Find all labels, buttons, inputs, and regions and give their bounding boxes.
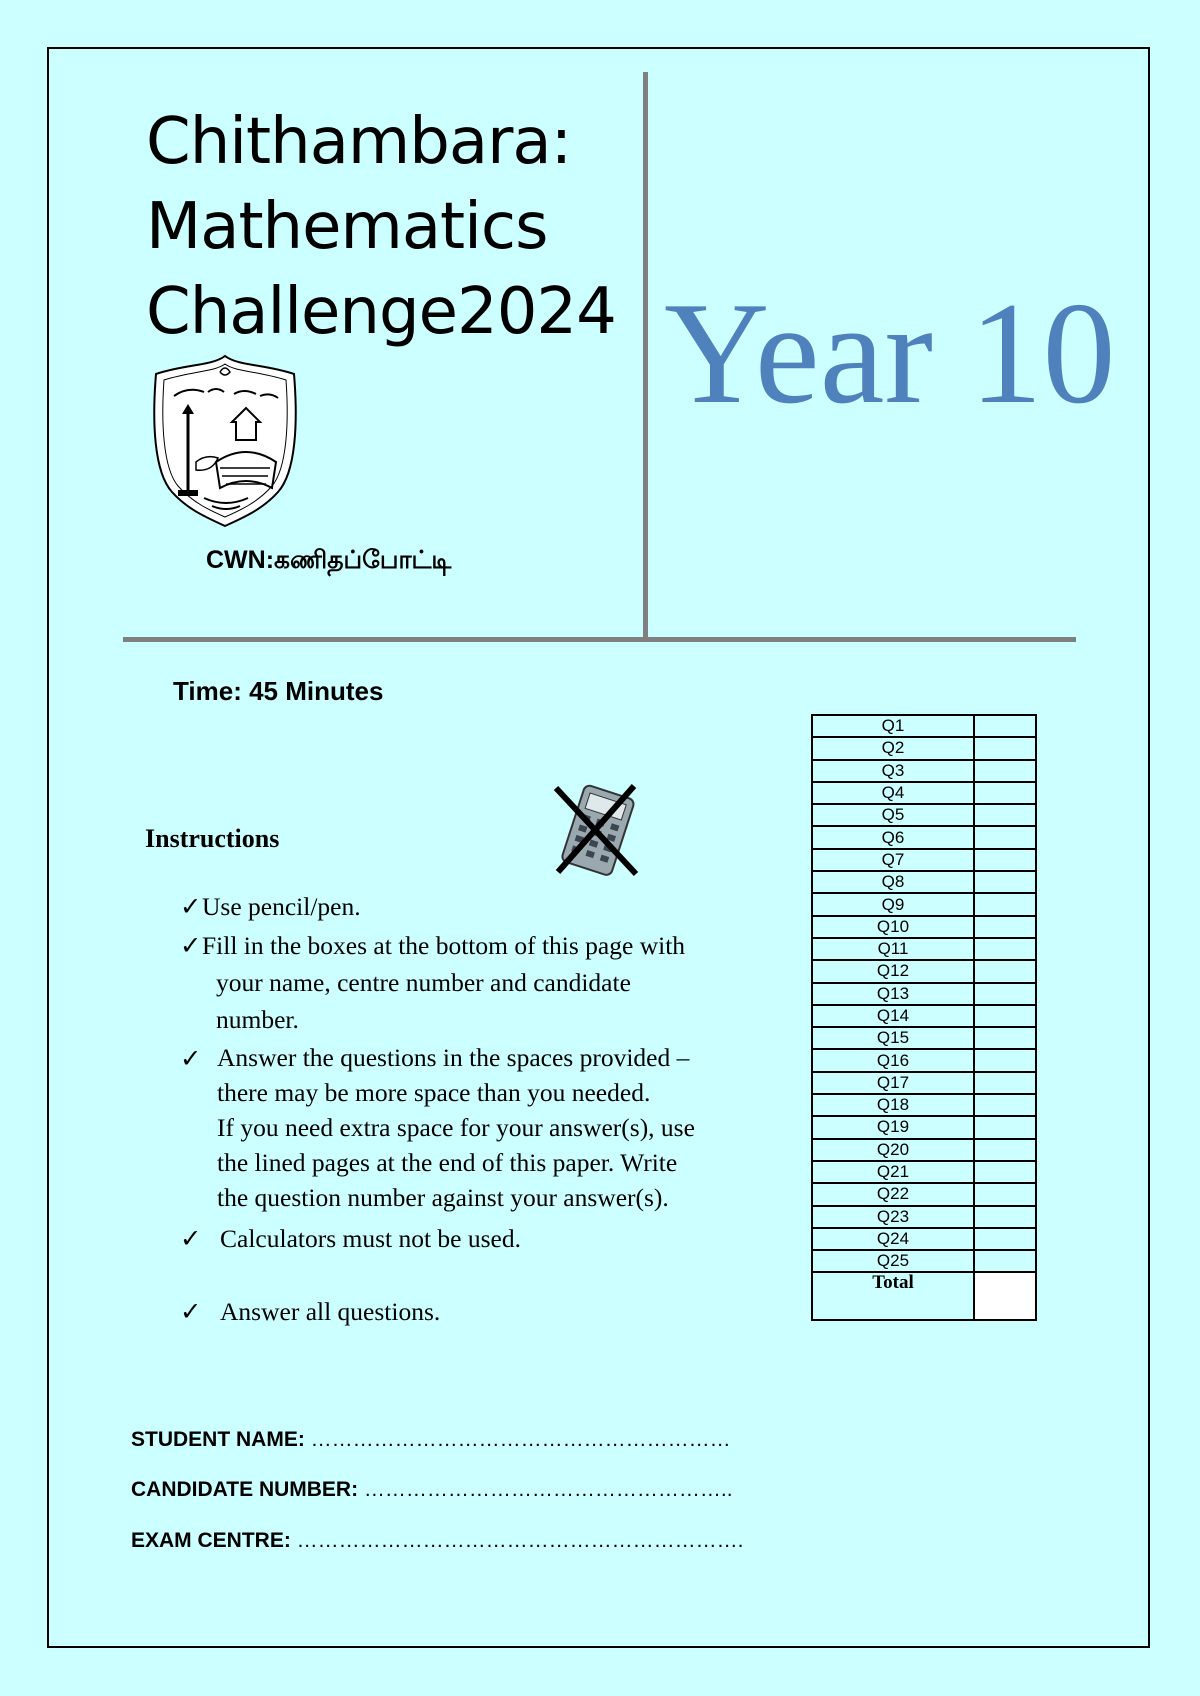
score-row <box>812 1250 1036 1272</box>
score-box[interactable] <box>974 1139 1036 1161</box>
score-box[interactable] <box>974 737 1036 759</box>
score-row <box>812 849 1036 871</box>
score-box[interactable] <box>974 1206 1036 1228</box>
question-number: Q4 <box>812 782 974 804</box>
question-number: Q11 <box>812 938 974 960</box>
score-box[interactable] <box>974 1228 1036 1250</box>
score-row <box>812 1049 1036 1071</box>
question-number: Q15 <box>812 1027 974 1049</box>
score-box[interactable] <box>974 1072 1036 1094</box>
exam-centre-field[interactable]: EXAM CENTRE: ………………………………………………………. <box>131 1529 744 1552</box>
score-box[interactable] <box>974 1116 1036 1138</box>
question-number: Q18 <box>812 1094 974 1116</box>
score-row <box>812 760 1036 782</box>
question-number: Q5 <box>812 804 974 826</box>
question-number: Q3 <box>812 760 974 782</box>
question-number: Q2 <box>812 737 974 759</box>
vertical-divider <box>643 72 648 640</box>
question-number: Q20 <box>812 1139 974 1161</box>
score-box[interactable] <box>974 715 1036 737</box>
total-label: Total <box>812 1272 974 1320</box>
question-number: Q7 <box>812 849 974 871</box>
score-box[interactable] <box>974 826 1036 848</box>
score-row <box>812 826 1036 848</box>
question-number: Q23 <box>812 1206 974 1228</box>
score-box[interactable] <box>974 1161 1036 1183</box>
score-row <box>812 1161 1036 1183</box>
question-number: Q17 <box>812 1072 974 1094</box>
score-box[interactable] <box>974 760 1036 782</box>
student-name-field[interactable]: STUDENT NAME: …………………………………………………… <box>131 1428 731 1451</box>
question-number: Q12 <box>812 960 974 982</box>
title-line-3: Challenge2024 <box>146 275 616 349</box>
question-number: Q14 <box>812 1005 974 1027</box>
horizontal-divider <box>123 637 1076 642</box>
score-box[interactable] <box>974 960 1036 982</box>
title-line-1: Chithambara: <box>146 105 572 179</box>
score-row <box>812 960 1036 982</box>
score-row <box>812 737 1036 759</box>
no-calculator-icon <box>550 782 644 878</box>
title-line-2: Mathematics <box>146 190 548 264</box>
total-row <box>812 1272 1036 1320</box>
score-box[interactable] <box>974 938 1036 960</box>
total-score-box[interactable] <box>974 1272 1036 1320</box>
check-icon: ✓ <box>180 931 202 960</box>
check-icon: ✓ <box>180 892 202 921</box>
score-row <box>812 1116 1036 1138</box>
score-box[interactable] <box>974 916 1036 938</box>
question-number: Q9 <box>812 893 974 915</box>
score-box[interactable] <box>974 983 1036 1005</box>
question-number: Q24 <box>812 1228 974 1250</box>
score-box[interactable] <box>974 1094 1036 1116</box>
score-box[interactable] <box>974 804 1036 826</box>
check-icon: ✓ <box>180 1297 202 1326</box>
check-icon: ✓ <box>180 1224 202 1253</box>
question-number: Q10 <box>812 916 974 938</box>
time-allowed: Time: 45 Minutes <box>173 676 384 706</box>
score-row <box>812 1183 1036 1205</box>
year-label: Year 10 <box>664 272 1116 434</box>
question-number: Q8 <box>812 871 974 893</box>
score-row <box>812 1094 1036 1116</box>
score-box[interactable] <box>974 849 1036 871</box>
score-box[interactable] <box>974 1183 1036 1205</box>
score-row <box>812 1072 1036 1094</box>
score-row <box>812 871 1036 893</box>
instructions-heading: Instructions <box>145 824 280 853</box>
score-box[interactable] <box>974 782 1036 804</box>
score-box[interactable] <box>974 1027 1036 1049</box>
score-row <box>812 1139 1036 1161</box>
score-row <box>812 1005 1036 1027</box>
check-icon: ✓ <box>180 1044 202 1073</box>
crest-caption: CWN:கணிதப்போட்டி <box>206 546 452 574</box>
score-row <box>812 916 1036 938</box>
score-box[interactable] <box>974 1005 1036 1027</box>
question-number: Q21 <box>812 1161 974 1183</box>
question-number: Q25 <box>812 1250 974 1272</box>
score-row <box>812 1027 1036 1049</box>
question-number: Q22 <box>812 1183 974 1205</box>
score-box[interactable] <box>974 1250 1036 1272</box>
question-number: Q19 <box>812 1116 974 1138</box>
question-number: Q1 <box>812 715 974 737</box>
score-row <box>812 1206 1036 1228</box>
candidate-number-field[interactable]: CANDIDATE NUMBER: …………………………………………….. <box>131 1478 733 1501</box>
score-row <box>812 782 1036 804</box>
score-table <box>811 714 1037 1321</box>
score-row <box>812 938 1036 960</box>
score-row <box>812 893 1036 915</box>
question-number: Q16 <box>812 1049 974 1071</box>
score-row <box>812 715 1036 737</box>
school-crest-icon <box>146 352 304 528</box>
question-number: Q13 <box>812 983 974 1005</box>
score-box[interactable] <box>974 893 1036 915</box>
score-box[interactable] <box>974 871 1036 893</box>
score-row <box>812 983 1036 1005</box>
question-number: Q6 <box>812 826 974 848</box>
paper-title <box>146 100 626 355</box>
score-row <box>812 1228 1036 1250</box>
score-box[interactable] <box>974 1049 1036 1071</box>
score-row <box>812 804 1036 826</box>
